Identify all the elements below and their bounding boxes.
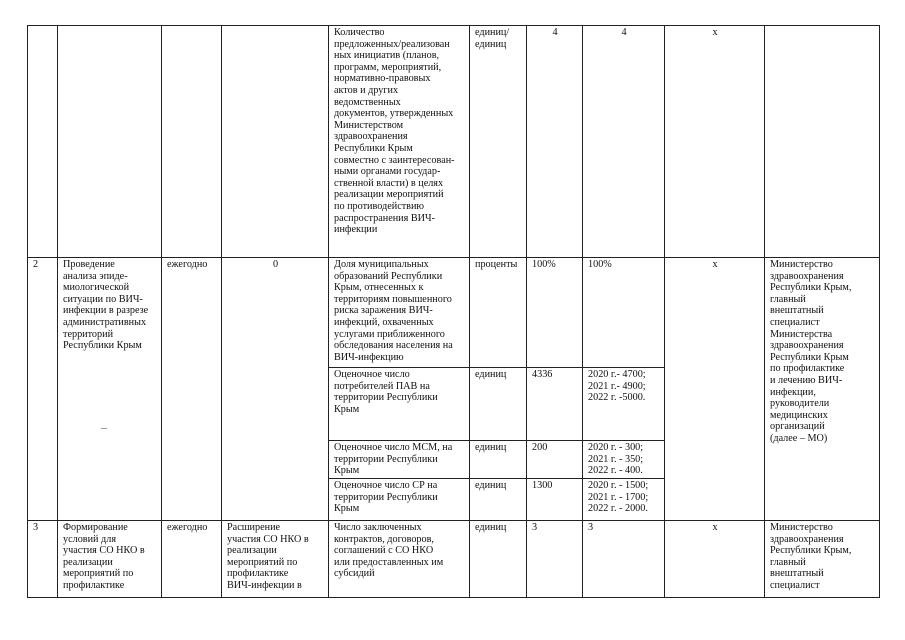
mark-cell: х <box>665 26 765 258</box>
result-cell <box>222 26 329 258</box>
target-text: 2020 г.- 4700; <box>588 369 646 380</box>
indicator-cell <box>329 521 470 598</box>
target-value-cell <box>583 479 665 521</box>
indicator-text: обследования населения на <box>334 340 453 352</box>
indicator-text: инфекций, охваченных <box>334 316 434 328</box>
target-value-cell: 100% <box>583 258 665 368</box>
base-value-cell: 1300 <box>527 479 583 521</box>
indicator-text: Доля муниципальных <box>334 259 429 270</box>
indicator-text: программ, мероприятий, <box>334 61 442 73</box>
indicator-cell <box>329 26 470 258</box>
target-value-cell <box>583 368 665 441</box>
row-number-cell <box>28 26 58 258</box>
responsible-cell <box>765 26 880 258</box>
row-number-cell: 2 <box>28 258 58 521</box>
event-text: условий для <box>63 533 117 545</box>
indicator-text: потребителей ПАВ на <box>334 380 430 392</box>
responsible-text: здравоохранения <box>770 340 844 352</box>
responsible-text: специалист <box>770 316 820 328</box>
table-row <box>28 258 880 368</box>
unit-cell: единиц <box>470 479 527 521</box>
result-text: профилактике <box>227 568 289 580</box>
responsible-text: внештатный <box>770 305 824 317</box>
result-cell: 0 <box>222 258 329 521</box>
indicator-text: риска заражения ВИЧ- <box>334 305 433 317</box>
indicator-text: Крым <box>334 465 360 477</box>
event-cell <box>58 521 162 598</box>
responsible-text: по профилактике <box>770 363 845 375</box>
base-value-cell: 100% <box>527 258 583 368</box>
indicator-text: ведомственных <box>334 96 401 108</box>
responsible-text: здравоохранения <box>770 533 844 545</box>
indicator-text: субсидий <box>334 568 375 580</box>
responsible-cell <box>765 258 880 521</box>
indicator-text: ными органами государ- <box>334 166 441 178</box>
base-value-cell: 200 <box>527 441 583 479</box>
responsible-text: специалист <box>770 579 820 591</box>
responsible-text: организаций <box>770 421 825 433</box>
indicator-text: Крым, отнесенных к <box>334 282 424 294</box>
indicator-text: территории Республики <box>334 453 438 465</box>
indicator-text: образований Республики <box>334 270 443 282</box>
responsible-text: здравоохранения <box>770 270 844 282</box>
event-text: ситуации по ВИЧ- <box>63 293 143 305</box>
target-text: 2022 г. -5000. <box>588 392 646 404</box>
target-value-cell: 3 <box>583 521 665 598</box>
indicator-text: Оценочное число <box>334 369 410 380</box>
event-text: Республики Крым <box>63 340 142 352</box>
indicator-text: соглашений с СО НКО <box>334 545 434 557</box>
target-text: 2022 г. - 400. <box>588 465 643 477</box>
unit-text: единиц/ <box>475 27 510 38</box>
indicator-cell <box>329 258 470 368</box>
program-table <box>27 25 880 598</box>
base-value-cell: 4 <box>527 26 583 258</box>
unit-cell: единиц <box>470 368 527 441</box>
target-text: 2022 г. - 2000. <box>588 503 648 515</box>
target-text: 2021 г. - 1700; <box>588 491 649 503</box>
indicator-text: распространения ВИЧ- <box>334 212 436 224</box>
indicator-text: ВИЧ-инфекцию <box>334 351 404 363</box>
indicator-text: нормативно-правовых <box>334 73 431 85</box>
event-cell <box>58 258 162 521</box>
deadline-cell: ежегодно <box>162 258 222 521</box>
unit-cell <box>470 26 527 258</box>
event-text: административных <box>63 316 147 328</box>
responsible-text: Республики Крым <box>770 351 849 363</box>
responsible-text: медицинских <box>770 409 828 421</box>
target-text: 2021 г.- 4900; <box>588 380 646 392</box>
indicator-text: Количество <box>334 27 385 38</box>
target-text: 2020 г. - 300; <box>588 442 644 453</box>
base-value-cell: 4336 <box>527 368 583 441</box>
table-row <box>28 521 880 598</box>
responsible-text: главный <box>770 293 806 305</box>
indicator-text: территории Республики <box>334 392 438 404</box>
responsible-text: и лечению ВИЧ- <box>770 374 843 386</box>
responsible-cell <box>765 521 880 598</box>
unit-cell: единиц <box>470 441 527 479</box>
unit-cell: проценты <box>470 258 527 368</box>
responsible-text: Министерство <box>770 522 833 533</box>
target-value-cell <box>583 441 665 479</box>
indicator-text: ственной власти) в целях <box>334 177 444 189</box>
responsible-text: внештатный <box>770 568 824 580</box>
event-text: реализации <box>63 556 113 568</box>
indicator-text: документов, утвержденных <box>334 108 454 120</box>
indicator-text: совместно с заинтересован- <box>334 154 455 166</box>
scan-mark <box>101 428 107 429</box>
unit-text: единиц <box>475 38 507 50</box>
indicator-text: ных инициатив (планов, <box>334 50 440 62</box>
result-text: мероприятий по <box>227 556 298 568</box>
indicator-text: Республики Крым <box>334 142 413 154</box>
responsible-text: Республики Крым, <box>770 282 852 294</box>
responsible-text: (далее – МО) <box>770 432 828 444</box>
event-cell <box>58 26 162 258</box>
event-text: Формирование <box>63 522 128 533</box>
deadline-cell: ежегодно <box>162 521 222 598</box>
indicator-text: Число заключенных <box>334 522 422 533</box>
responsible-text: главный <box>770 556 806 568</box>
indicator-text: территориям повышенного <box>334 293 452 305</box>
result-text: участия СО НКО в <box>227 533 309 545</box>
event-text: инфекции в разрезе <box>63 305 149 317</box>
event-text: Проведение <box>63 259 115 270</box>
indicator-cell <box>329 479 470 521</box>
indicator-text: или предоставленных им <box>334 556 444 568</box>
target-text: 2020 г. - 1500; <box>588 480 649 491</box>
indicator-text: предложенных/реализован <box>334 38 450 50</box>
event-text: участия СО НКО в <box>63 545 145 557</box>
result-text: ВИЧ-инфекции в <box>227 579 302 591</box>
indicator-text: Министерством <box>334 119 404 131</box>
deadline-cell <box>162 26 222 258</box>
indicator-text: Оценочное число МСМ, на <box>334 442 453 453</box>
responsible-text: Министерства <box>770 328 833 340</box>
target-value-cell: 4 <box>583 26 665 258</box>
mark-cell: х <box>665 258 765 521</box>
indicator-text: территории Республики <box>334 491 438 503</box>
event-text: мероприятий по <box>63 568 134 580</box>
target-text: 2021 г. - 350; <box>588 453 644 465</box>
mark-cell: х <box>665 521 765 598</box>
event-text: профилактике <box>63 579 125 591</box>
indicator-text: контрактов, договоров, <box>334 533 434 545</box>
indicator-text: услугами приближенного <box>334 328 445 340</box>
indicator-text: Крым <box>334 403 360 415</box>
responsible-text: Министерство <box>770 259 833 270</box>
result-text: реализации <box>227 545 277 557</box>
indicator-text: инфекции <box>334 224 378 236</box>
indicator-cell <box>329 441 470 479</box>
base-value-cell: 3 <box>527 521 583 598</box>
unit-cell: единиц <box>470 521 527 598</box>
row-number-cell: 3 <box>28 521 58 598</box>
indicator-text: актов и других <box>334 84 399 96</box>
indicator-text: реализации мероприятий <box>334 189 444 201</box>
responsible-text: инфекции, <box>770 386 816 398</box>
indicator-cell <box>329 368 470 441</box>
indicator-text: по противодействию <box>334 200 425 212</box>
responsible-text: Республики Крым, <box>770 545 852 557</box>
event-text: миологической <box>63 282 130 294</box>
indicator-text: Оценочное число СР на <box>334 480 438 491</box>
table-row <box>28 26 880 258</box>
indicator-text: Крым <box>334 503 360 515</box>
result-cell <box>222 521 329 598</box>
event-text: территорий <box>63 328 114 340</box>
result-text: Расширение <box>227 522 281 533</box>
indicator-text: здравоохранения <box>334 131 408 143</box>
responsible-text: руководители <box>770 398 830 410</box>
event-text: анализа эпиде- <box>63 270 128 282</box>
